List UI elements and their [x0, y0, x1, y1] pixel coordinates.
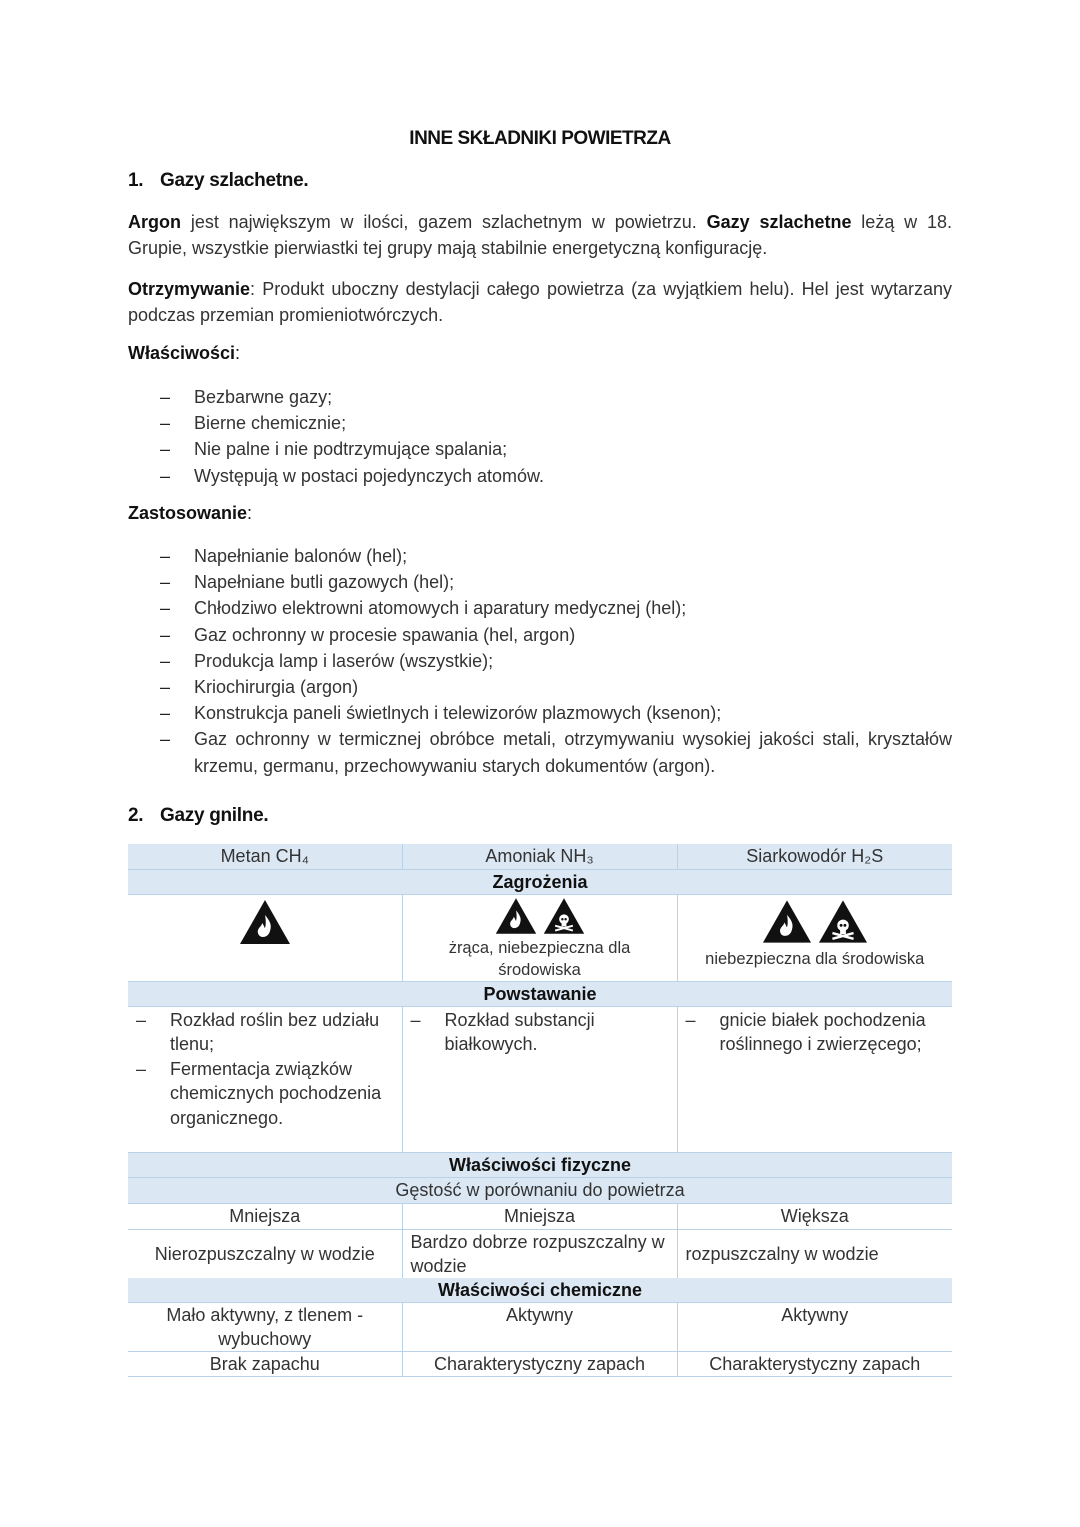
list-item: – Napełnianie balonów (hel); [160, 543, 952, 569]
list-item: – Fermentacja związków chemicznych pochodzenia organicznego. [136, 1057, 394, 1130]
list-item: – Rozkład substancji białkowych. [411, 1008, 669, 1057]
column-header-methane: Metan CH₄ [128, 844, 402, 870]
document-title: INNE SKŁADNIKI POWIETRZA [409, 128, 671, 149]
column-header-hydrogen-sulfide: Siarkowodór H₂S [677, 844, 952, 870]
table-row [128, 1303, 952, 1352]
hazard-caption-ammonia: żrąca, niebezpieczna dla środowiska [448, 939, 631, 979]
usage-list [160, 543, 952, 779]
smell-methane: Brak zapachu [128, 1352, 402, 1377]
list-item: – Występują w postaci pojedynczych atomów. [160, 463, 952, 489]
density-methane: Mniejsza [128, 1204, 402, 1230]
formation-cell-methane [128, 1007, 402, 1153]
list-item: – Gaz ochronny w termicznej obróbce metali, otrzymywaniu wysokiej jakości stali, kryształów krzemu, germanu, przechowywaniu starych dokumentów (argon). [160, 726, 952, 778]
flammable-hazard-icon [495, 897, 537, 935]
usage-label: Zastosowanie: [128, 503, 253, 523]
list-item: – Produkcja lamp i laserów (wszystkie); [160, 648, 952, 674]
hazard-cell-methane [128, 895, 402, 982]
obtaining-paragraph: Otrzymywanie: Produkt uboczny destylacji całego powietrza (za wyjątkiem helu). Hel jest wytarzany podczas przemian promieniotwórczych. [128, 279, 952, 325]
density-hydrogen-sulfide: Większa [677, 1204, 952, 1230]
formation-cell-hydrogen-sulfide [677, 1007, 952, 1153]
list-item: – Napełniane butli gazowych (hel); [160, 569, 952, 595]
table-row [128, 1204, 952, 1230]
activity-hydrogen-sulfide: Aktywny [677, 1303, 952, 1352]
list-item: – Chłodziwo elektrowni atomowych i aparatury medycznej (hel); [160, 595, 952, 621]
list-item: – Rozkład roślin bez udziału tlenu; [136, 1008, 394, 1057]
table-row [128, 1230, 952, 1279]
subsection-row-density: Gęstość w porównaniu do powietrza [128, 1178, 952, 1204]
flammable-hazard-icon [762, 899, 812, 944]
table-row [128, 1007, 952, 1153]
section-row-hazards: Zagrożenia [128, 870, 952, 895]
hazard-cell-hydrogen-sulfide [677, 895, 952, 982]
table-row [128, 895, 952, 982]
hazard-caption-hydrogen-sulfide: niebezpieczna dla środowiska [705, 950, 925, 968]
solubility-methane: Nierozpuszczalny w wodzie [128, 1230, 402, 1279]
density-ammonia: Mniejsza [402, 1204, 677, 1230]
table-row [128, 1352, 952, 1377]
smell-ammonia: Charakterystyczny zapach [402, 1352, 677, 1377]
hazard-cell-ammonia [402, 895, 677, 982]
toxic-hazard-icon [818, 899, 868, 944]
activity-ammonia: Aktywny [402, 1303, 677, 1352]
section-2-heading: 2. Gazy gnilne. [128, 805, 269, 826]
list-item: – Bezbarwne gazy; [160, 384, 952, 410]
solubility-hydrogen-sulfide: rozpuszczalny w wodzie [685, 1244, 879, 1264]
solubility-ammonia: Bardzo dobrze rozpuszczalny w wodzie [402, 1230, 677, 1279]
properties-list [160, 384, 952, 489]
section-row-physical: Właściwości fizyczne [128, 1153, 952, 1178]
properties-label: Właściwości: [128, 343, 241, 363]
list-item: – Bierne chemicznie; [160, 410, 952, 436]
list-item: – Nie palne i nie podtrzymujące spalania; [160, 436, 952, 462]
toxic-hazard-icon [543, 897, 585, 935]
table-header-row [128, 844, 952, 870]
list-item: – Konstrukcja paneli świetlnych i telewizorów plazmowych (ksenon); [160, 700, 952, 726]
section-1-heading: 1. Gazy szlachetne. [128, 170, 309, 191]
flammable-hazard-icon [239, 899, 291, 945]
section-row-formation: Powstawanie [128, 982, 952, 1007]
column-header-ammonia: Amoniak NH₃ [402, 844, 677, 870]
smell-hydrogen-sulfide: Charakterystyczny zapach [677, 1352, 952, 1377]
activity-methane: Mało aktywny, z tlenem - wybuchowy [128, 1303, 402, 1352]
formation-cell-ammonia [402, 1007, 677, 1153]
putrefaction-gases-table [128, 844, 952, 1377]
list-item: – Kriochirurgia (argon) [160, 674, 952, 700]
list-item: – gnicie białek pochodzenia roślinnego i zwierzęcego; [686, 1008, 945, 1057]
list-item: – Gaz ochronny w procesie spawania (hel, argon) [160, 622, 952, 648]
intro-paragraph: Argon jest największym w ilości, gazem szlachetnym w powietrzu. Gazy szlachetne leżą w 18. Grupie, wszystkie pierwiastki tej grupy mają stabilnie energetyczną konfigurację. [128, 212, 953, 258]
section-row-chemical: Właściwości chemiczne [128, 1278, 952, 1303]
